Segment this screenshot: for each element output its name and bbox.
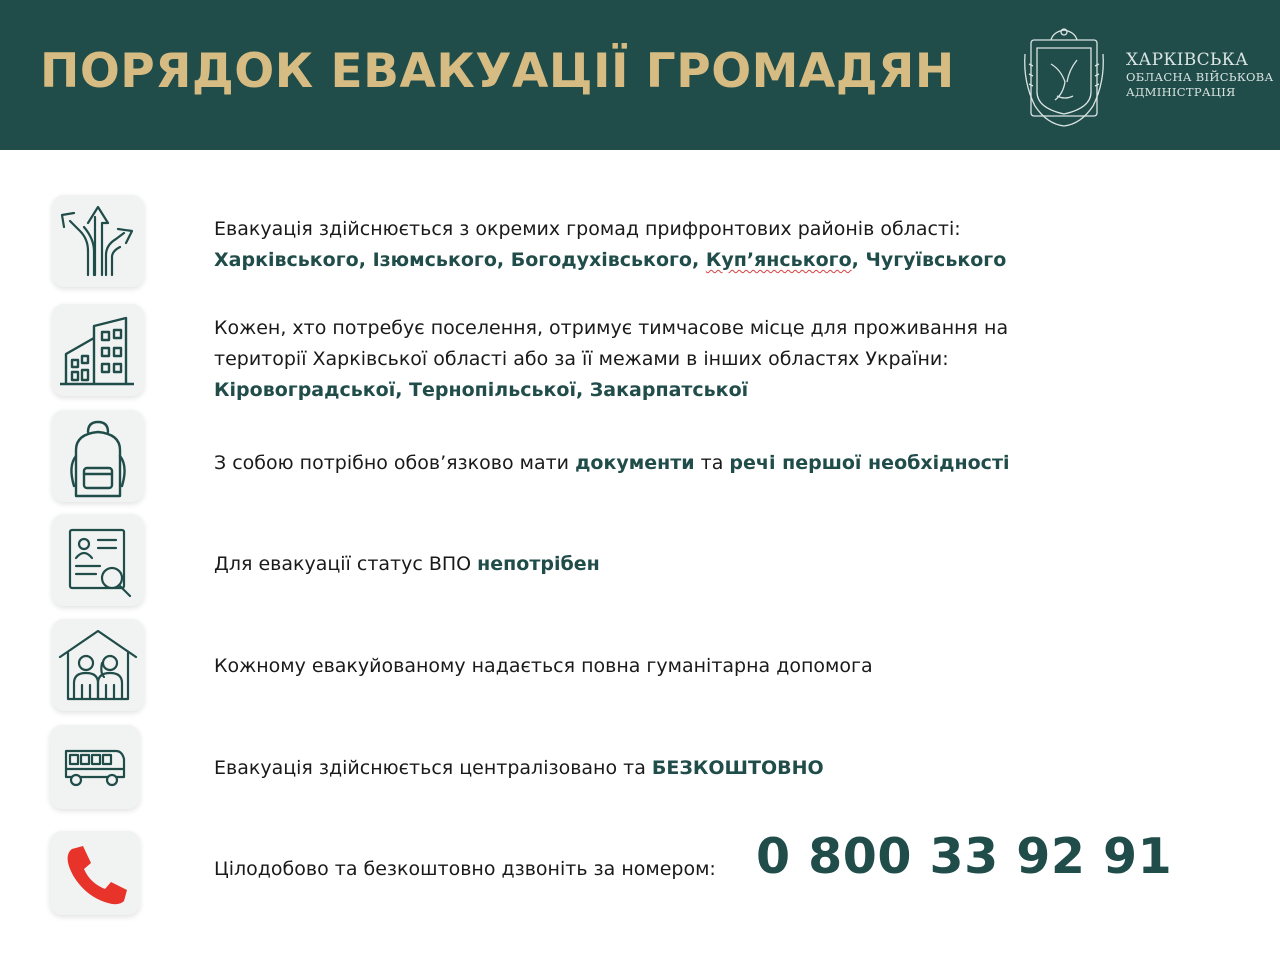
district-name: Ізюмського xyxy=(372,249,497,271)
row-icon-tile xyxy=(52,410,144,502)
row-icon-tile xyxy=(52,619,144,711)
org-name-line2: ОБЛАСНА ВІЙСЬКОВА xyxy=(1126,70,1274,84)
accommodation-line2: території Харківської області або за її межами в інших областях України: xyxy=(214,348,949,370)
essentials-highlight: речі першої необхідності xyxy=(729,452,1010,474)
district-name: Чугуївського xyxy=(865,249,1007,271)
documents-highlight: документи xyxy=(575,452,695,474)
idp-status-text xyxy=(214,549,600,580)
documents-needed-text xyxy=(214,448,1009,479)
row-icon-tile xyxy=(52,514,144,606)
org-name-line1: ХАРКІВСЬКА xyxy=(1126,50,1249,70)
region-list: Кіровоградської, Тернопільської, Закарпатської xyxy=(214,379,749,401)
documents-and: та xyxy=(694,452,730,474)
row-icon-tile xyxy=(52,195,144,287)
document-search-icon xyxy=(52,514,144,606)
kharkiv-coat-of-arms-icon xyxy=(1021,24,1107,128)
district-separator: , xyxy=(358,249,373,271)
district-separator: , xyxy=(851,249,866,271)
header-banner xyxy=(0,0,1280,150)
hotline-phone-number[interactable]: 0 800 33 92 91 xyxy=(756,828,1173,885)
arrows-directions-icon xyxy=(52,195,144,287)
free-evacuation-prefix: Евакуація здійснюється централізовано та xyxy=(214,757,652,779)
organization-name xyxy=(1126,50,1274,100)
buildings-icon xyxy=(52,304,144,396)
idp-status-prefix: Для евакуації статус ВПО xyxy=(214,553,478,575)
phone-icon xyxy=(50,831,140,915)
free-highlight: БЕЗКОШТОВНО xyxy=(651,757,824,779)
district-list xyxy=(214,245,1006,276)
org-name-line3: АДМІНІСТРАЦІЯ xyxy=(1126,85,1236,99)
humanitarian-aid-text: Кожному евакуйованому надається повна гуманітарна допомога xyxy=(214,655,873,677)
district-name: Куп’янського xyxy=(705,249,852,271)
bus-icon xyxy=(50,725,140,809)
page-title: ПОРЯДОК ЕВАКУАЦІЇ ГРОМАДЯН xyxy=(40,44,955,99)
row-icon-tile xyxy=(52,304,144,396)
backpack-icon xyxy=(52,410,144,502)
row-icon-tile xyxy=(50,831,140,915)
documents-needed-prefix: З собою потрібно обов’язково мати xyxy=(214,452,576,474)
row-icon-tile xyxy=(50,725,140,809)
evacuation-districts-text xyxy=(214,214,1006,276)
hotline-text: Цілодобово та безкоштовно дзвоніть за номером: xyxy=(214,858,716,880)
free-evacuation-text xyxy=(214,753,824,784)
district-separator: , xyxy=(691,249,706,271)
evacuation-districts-line1: Евакуація здійснюється з окремих громад прифронтових районів області: xyxy=(214,218,961,240)
district-name: Харківського xyxy=(214,249,359,271)
idp-status-highlight: непотрібен xyxy=(477,553,600,575)
accommodation-text xyxy=(214,313,1008,406)
family-house-icon xyxy=(52,619,144,711)
accommodation-line1: Кожен, хто потребує поселення, отримує тимчасове місце для проживання на xyxy=(214,317,1009,339)
district-name: Богодухівського xyxy=(510,249,692,271)
district-separator: , xyxy=(496,249,511,271)
